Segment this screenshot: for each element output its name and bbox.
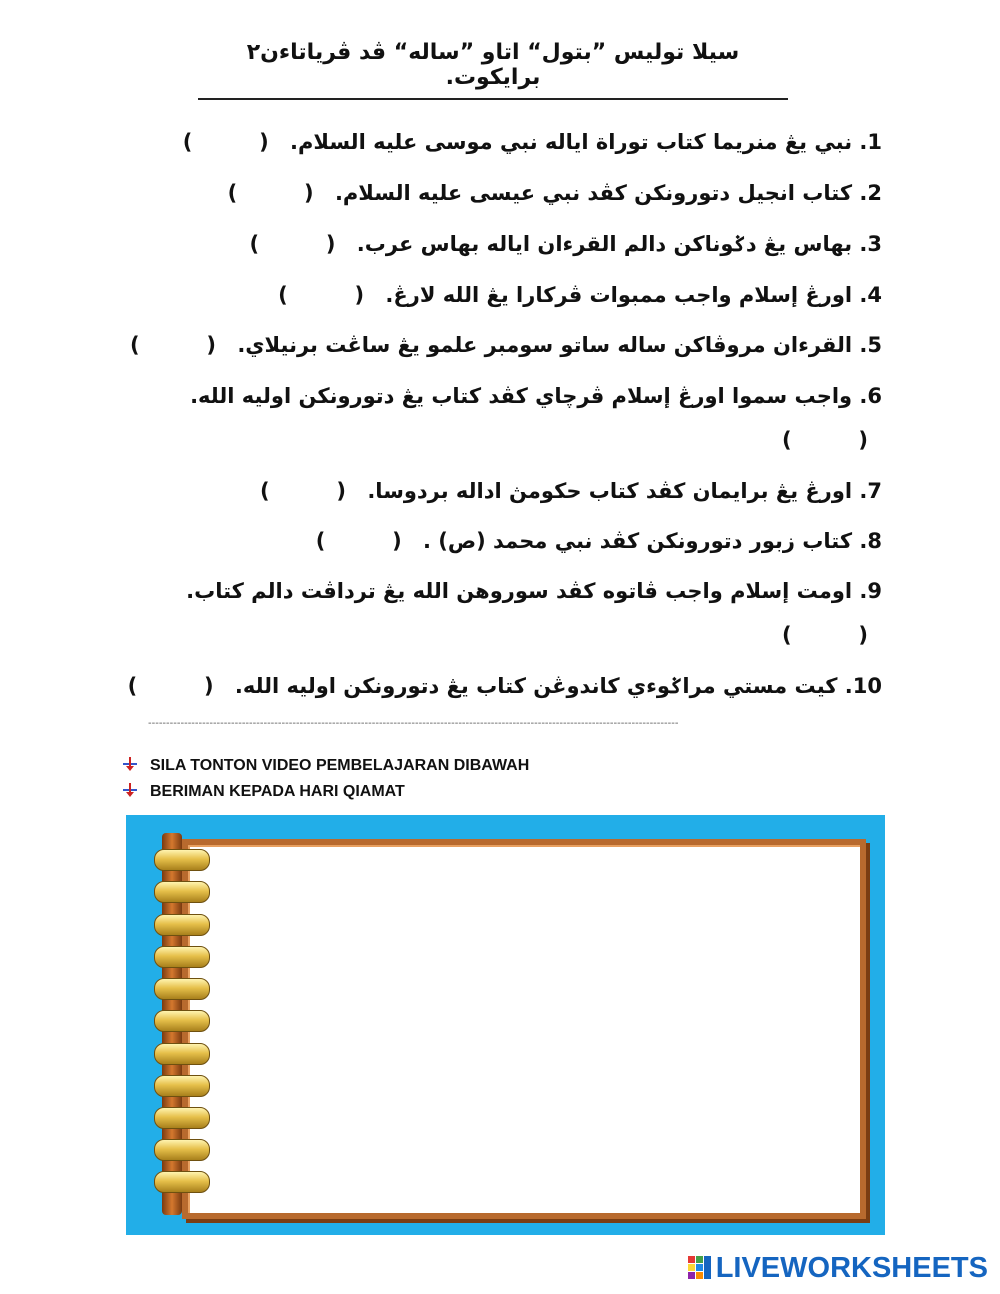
logo-text: LIVEWORKSHEETS — [715, 1252, 988, 1284]
question-text: 10. كيت مستي مراݢوءي كاندوڠن كتاب يڠ دتورونكن اوليه الله. — [234, 674, 882, 698]
bullet-item — [122, 782, 405, 801]
question-text: 7. اورڠ يڠ برايمان كڤد كتاب حكومڽ اداله بردوسا. — [367, 479, 882, 503]
answer-blank[interactable]: ( ) — [278, 283, 365, 307]
answer-blank[interactable]: ( ) — [260, 479, 347, 503]
ring-icon — [154, 1010, 210, 1032]
question-2 — [228, 181, 882, 205]
question-3 — [249, 232, 882, 256]
question-text: 9. اومت إسلام واجب ڤاتوه كڤد سوروهن الله يڠ ترداڤت دالم كتاب. — [186, 579, 882, 603]
question-text: 8. كتاب زبور دتورونكن كڤد نبي محمد (ص) . — [423, 529, 882, 553]
worksheet-title: سيلا توليس ”بتول“ اتاو ”ساله“ ڤد ڤرياتاءن٢ برايكوت. — [198, 40, 788, 100]
question-7 — [260, 479, 882, 503]
question-text: 2. كتاب انجيل دتورونكن كڤد نبي عيسى عليه السلام. — [334, 181, 882, 205]
question-text: 6. واجب سموا اورڠ إسلام ڤرچاي كڤد كتاب يڠ دتورونكن اوليه الله. — [190, 384, 882, 408]
ring-icon — [154, 978, 210, 1000]
answer-blank[interactable]: ( ) — [315, 529, 402, 553]
ring-icon — [154, 1171, 210, 1193]
answer-blank[interactable]: ( ) — [130, 333, 217, 357]
question-4 — [278, 283, 882, 307]
question-text: 1. نبي يڠ منريما كتاب توراة اياله نبي موسى عليه السلام. — [290, 130, 882, 154]
question-text: 5. القرءان مروڤاكن ساله ساتو سومبر علمو يڠ ساڠت برنيلاي. — [237, 333, 882, 357]
question-9-answer-line — [782, 623, 882, 647]
answer-blank[interactable]: ( ) — [227, 181, 314, 205]
divider: --------------------------------------------------------------------------------------------------------------------------------------------------- — [148, 718, 679, 729]
question-8 — [316, 529, 882, 553]
ring-icon — [154, 1107, 210, 1129]
question-text: 4. اورڠ إسلام واجب ممبوات ڤركارا يڠ الله لارڠ. — [385, 283, 882, 307]
question-1 — [183, 130, 882, 154]
arrow-down-icon — [122, 756, 138, 772]
video-area[interactable] — [182, 839, 866, 1219]
arrow-down-icon — [122, 782, 138, 798]
liveworksheets-mark-icon — [688, 1256, 712, 1280]
answer-blank[interactable]: ( ) — [127, 674, 214, 698]
answer-blank[interactable]: ( ) — [782, 428, 868, 452]
bullet-text: BERIMAN KEPADA HARI QIAMAT — [150, 783, 405, 800]
ring-icon — [154, 849, 210, 871]
bullet-text: SILA TONTON VIDEO PEMBELAJARAN DIBAWAH — [150, 757, 530, 774]
question-6 — [190, 384, 882, 408]
answer-blank[interactable]: ( ) — [249, 232, 336, 256]
question-text: 3. بهاس يڠ دݢوناكن دالم القرءان اياله بهاس عرب. — [356, 232, 882, 256]
ring-icon — [154, 946, 210, 968]
ring-icon — [154, 914, 210, 936]
answer-blank[interactable]: ( ) — [782, 623, 868, 647]
ring-icon — [154, 1043, 210, 1065]
question-6-answer-line — [782, 428, 882, 452]
video-frame[interactable] — [126, 815, 885, 1235]
ring-icon — [154, 1139, 210, 1161]
ring-icon — [154, 1075, 210, 1097]
question-9 — [186, 579, 882, 603]
bullet-item — [122, 756, 529, 775]
liveworksheets-logo — [688, 1252, 988, 1285]
ring-icon — [154, 881, 210, 903]
question-5 — [130, 333, 882, 357]
question-10 — [128, 674, 882, 698]
answer-blank[interactable]: ( ) — [182, 130, 269, 154]
